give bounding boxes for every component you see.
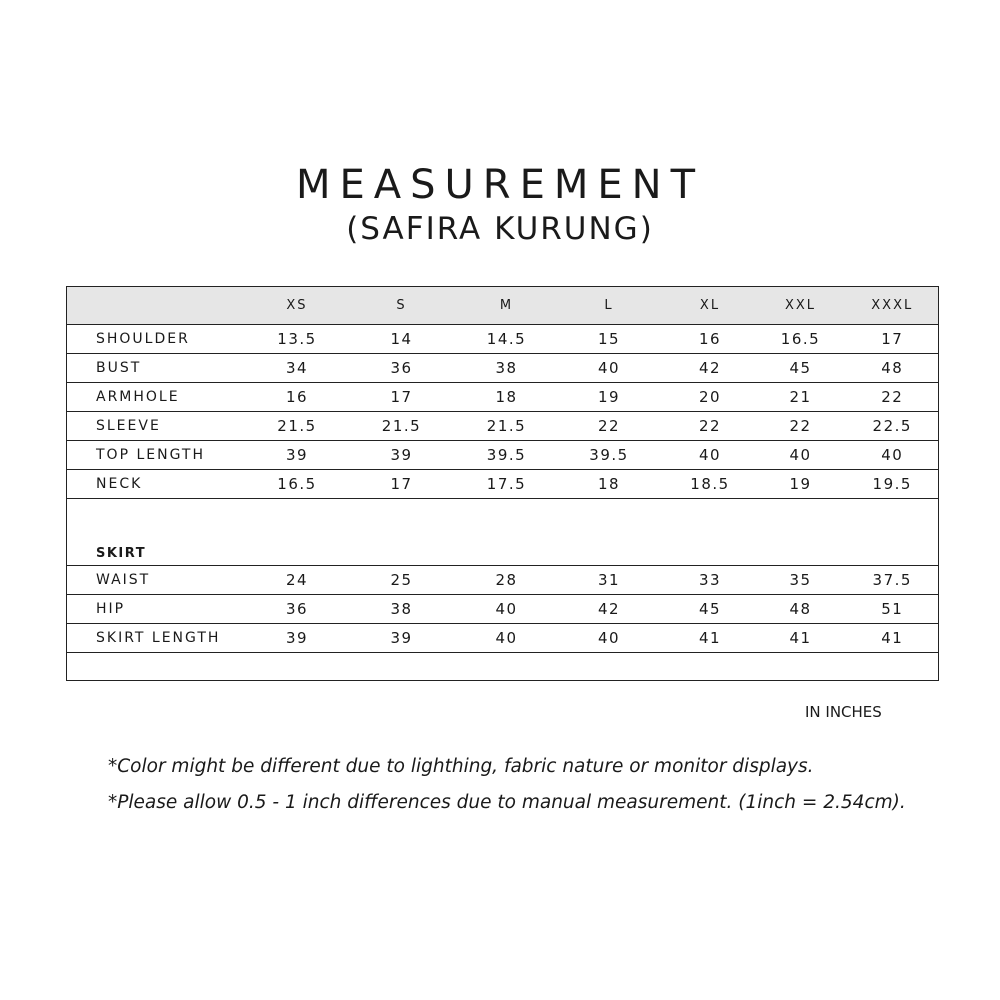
- table-cell: 39.5: [461, 441, 553, 470]
- table-cell: 22: [755, 412, 847, 441]
- row-label: WAIST: [67, 566, 252, 595]
- table-cell: 19.5: [847, 470, 939, 499]
- header-cell: [67, 287, 252, 325]
- table-cell: 36: [252, 595, 343, 624]
- table-cell: 51: [847, 595, 939, 624]
- section-spacer: [252, 499, 939, 566]
- table-cell: 14.5: [461, 325, 553, 354]
- table-cell: 45: [666, 595, 755, 624]
- row-label: HIP: [67, 595, 252, 624]
- table-row: [67, 441, 939, 470]
- table-cell: 16.5: [755, 325, 847, 354]
- table-cell: 38: [343, 595, 461, 624]
- table-body: [67, 325, 939, 681]
- table-cell: 21.5: [343, 412, 461, 441]
- table-cell: 24: [252, 566, 343, 595]
- table-row: [67, 595, 939, 624]
- note-color: *Color might be different due to lighthing, fabric nature or monitor displays.: [108, 756, 814, 777]
- table-cell: 31: [553, 566, 666, 595]
- row-label: ARMHOLE: [67, 383, 252, 412]
- table-cell: 21.5: [461, 412, 553, 441]
- empty-cell: [67, 653, 939, 681]
- row-label: SLEEVE: [67, 412, 252, 441]
- table-cell: 22.5: [847, 412, 939, 441]
- header-cell-xs: XS: [252, 287, 343, 325]
- table-cell: 39: [343, 624, 461, 653]
- table-cell: 48: [847, 354, 939, 383]
- table-cell: 22: [666, 412, 755, 441]
- unit-note: IN INCHES: [805, 703, 882, 721]
- table-cell: 40: [461, 595, 553, 624]
- table-cell: 22: [553, 412, 666, 441]
- table-header-row: [67, 287, 939, 325]
- table-row: [67, 624, 939, 653]
- note-allowance: *Please allow 0.5 - 1 inch differences due to manual measurement. (1inch = 2.54cm).: [108, 792, 906, 813]
- page-subtitle: (SAFIRA KURUNG): [346, 211, 654, 247]
- table-cell: 41: [847, 624, 939, 653]
- table-cell: 15: [553, 325, 666, 354]
- table-cell: 21.5: [252, 412, 343, 441]
- table-cell: 22: [847, 383, 939, 412]
- table-row: [67, 412, 939, 441]
- table-row: [67, 566, 939, 595]
- row-label: NECK: [67, 470, 252, 499]
- table-row: [67, 354, 939, 383]
- table-cell: 14: [343, 325, 461, 354]
- table-cell: 40: [553, 354, 666, 383]
- table-cell: 21: [755, 383, 847, 412]
- page-title: MEASUREMENT: [295, 162, 705, 208]
- table-cell: 40: [666, 441, 755, 470]
- table-cell: 37.5: [847, 566, 939, 595]
- table-cell: 40: [755, 441, 847, 470]
- table-cell: 16: [252, 383, 343, 412]
- row-label: SKIRT LENGTH: [67, 624, 252, 653]
- table-cell: 33: [666, 566, 755, 595]
- header-cell-xxxl: XXXL: [847, 287, 939, 325]
- table-cell: 18: [461, 383, 553, 412]
- table-row: [67, 383, 939, 412]
- table-cell: 17: [343, 383, 461, 412]
- table-cell: 48: [755, 595, 847, 624]
- table-cell: 18.5: [666, 470, 755, 499]
- table-cell: 42: [553, 595, 666, 624]
- table-cell: 16: [666, 325, 755, 354]
- table-cell: 34: [252, 354, 343, 383]
- table-cell: 17: [343, 470, 461, 499]
- section-label: SKIRT: [67, 499, 252, 566]
- table-cell: 42: [666, 354, 755, 383]
- table-cell: 16.5: [252, 470, 343, 499]
- table-cell: 36: [343, 354, 461, 383]
- table-cell: 41: [755, 624, 847, 653]
- table-cell: 25: [343, 566, 461, 595]
- table-cell: 17: [847, 325, 939, 354]
- table-cell: 38: [461, 354, 553, 383]
- table-cell: 17.5: [461, 470, 553, 499]
- table-cell: 40: [847, 441, 939, 470]
- table-cell: 39: [343, 441, 461, 470]
- table-cell: 39: [252, 624, 343, 653]
- empty-row: [67, 653, 939, 681]
- table-cell: 45: [755, 354, 847, 383]
- row-label: SHOULDER: [67, 325, 252, 354]
- size-chart-table: [66, 286, 939, 681]
- row-label: BUST: [67, 354, 252, 383]
- table-cell: 35: [755, 566, 847, 595]
- table-cell: 39.5: [553, 441, 666, 470]
- table-cell: 39: [252, 441, 343, 470]
- header-cell-l: L: [553, 287, 666, 325]
- table-cell: 18: [553, 470, 666, 499]
- table-row: [67, 325, 939, 354]
- header-cell-xl: XL: [666, 287, 755, 325]
- table-cell: 20: [666, 383, 755, 412]
- table-cell: 19: [755, 470, 847, 499]
- table-row: [67, 470, 939, 499]
- table-cell: 13.5: [252, 325, 343, 354]
- header-cell-xxl: XXL: [755, 287, 847, 325]
- table-cell: 40: [553, 624, 666, 653]
- section-row: [67, 499, 939, 566]
- header-cell-m: M: [461, 287, 553, 325]
- header-cell-s: S: [343, 287, 461, 325]
- row-label: TOP LENGTH: [67, 441, 252, 470]
- table-cell: 28: [461, 566, 553, 595]
- table-cell: 19: [553, 383, 666, 412]
- table-cell: 41: [666, 624, 755, 653]
- table-cell: 40: [461, 624, 553, 653]
